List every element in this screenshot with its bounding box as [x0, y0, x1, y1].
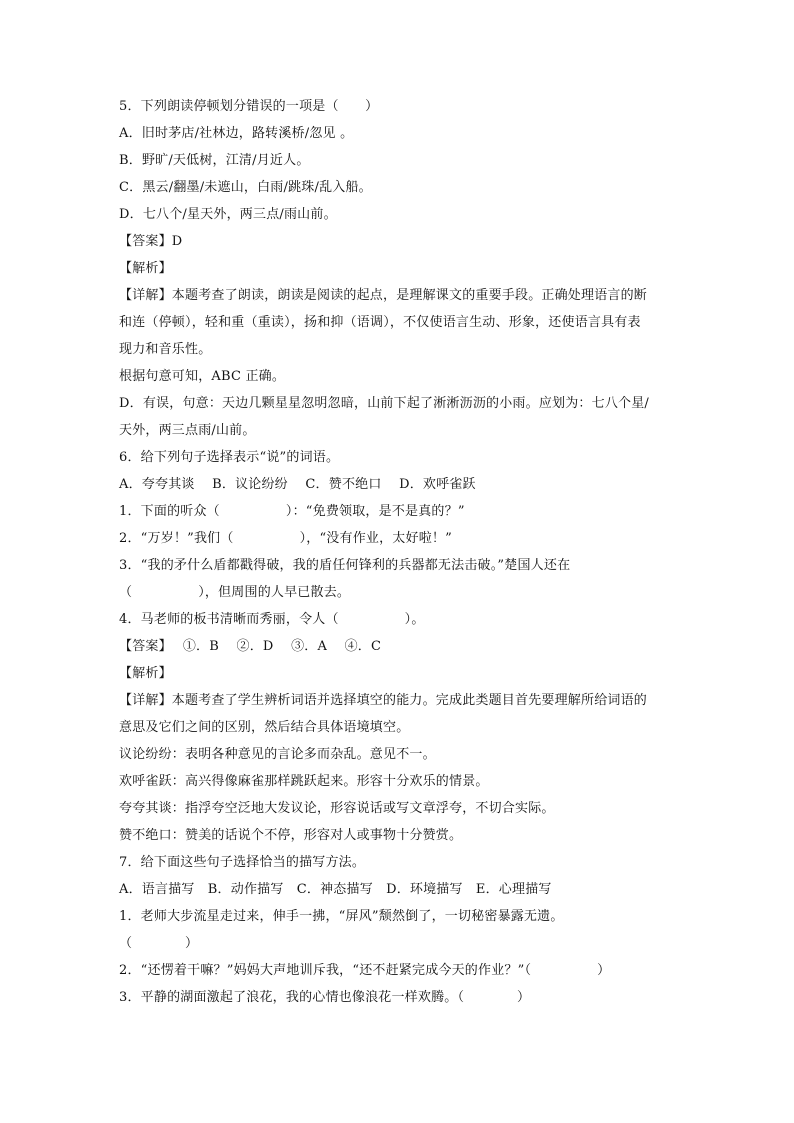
question-6-item-2: 2．“万岁！”我们（ ），“没有作业，太好啦！”	[119, 531, 452, 546]
question-6-definition: 夸夸其谈：指浮夸空泛地大发议论，形容说话或写文章浮夸，不切合实际。	[119, 801, 555, 816]
question-5-stem: 5．下列朗读停顿划分错误的一项是（ ）	[119, 99, 379, 114]
question-6-explanation-line: 【详解】本题考查了学生辨析词语并选择填空的能力。完成此类题目首先要理解所给词语的	[119, 693, 648, 708]
question-5-analysis-heading: 【解析】	[119, 261, 172, 276]
question-6-options: A．夸夸其谈 B．议论纷纷 C．赞不绝口 D．欢呼雀跃	[119, 477, 476, 492]
question-5-option-a: A．旧时茅店/社林边，路转溪桥/忽见 。	[119, 126, 354, 141]
question-5-explanation-line: D．有误，句意：天边几颗星星忽明忽暗，山前下起了淅淅沥沥的小雨。应划为：七八个星/	[119, 396, 650, 411]
question-7-item-1: 1．老师大步流星走过来，伸手一拂，“屏风”颓然倒了，一切秘密暴露无遗。	[119, 909, 564, 924]
question-5-explanation-line: 天外，两三点雨/山前。	[119, 423, 256, 438]
question-5-answer: 【答案】D	[119, 234, 183, 249]
question-5-explanation-line: 【详解】本题考查了朗读，朗读是阅读的起点，是理解课文的重要手段。正确处理语言的断	[119, 288, 648, 303]
question-7-item-2: 2．“还愣着干嘛？”妈妈大声地训斥我，“还不赶紧完成今天的作业？”（ ）	[119, 963, 611, 978]
question-5-option-c: C．黑云/翻墨/未遮山，白雨/跳珠/乱入船。	[119, 180, 372, 195]
question-6-item-3: 3．“我的矛什么盾都戳得破，我的盾任何锋利的兵器都无法击破。”楚国人还在	[119, 558, 571, 573]
question-6-explanation-line: 意思及它们之间的区别，然后结合具体语境填空。	[119, 720, 410, 735]
question-5-option-b: B．野旷/天低树，江清/月近人。	[119, 153, 310, 168]
question-6-item-1: 1．下面的听众（ ）：“免费领取，是不是真的？”	[119, 504, 465, 519]
question-6-answer: 【答案】 ①．B ②．D ③．A ④．C	[119, 639, 382, 654]
question-5-explanation-line: 现力和音乐性。	[119, 342, 212, 357]
question-7-item-3: 3．平静的湖面激起了浪花，我的心情也像浪花一样欢腾。（ ）	[119, 990, 531, 1005]
question-6-definition: 欢呼雀跃：高兴得像麻雀那样跳跃起来。形容十分欢乐的情景。	[119, 774, 489, 789]
question-6-item-3-continued: （ ），但周围的人早已散去。	[119, 585, 351, 600]
question-7-item-1-blank: （ ）	[119, 936, 199, 951]
question-6-item-4: 4．马老师的板书清晰而秀丽，令人（ ）。	[119, 612, 425, 627]
question-6-analysis-heading: 【解析】	[119, 666, 172, 681]
question-5-option-d: D．七八个/星天外，两三点/雨山前。	[119, 207, 337, 222]
question-7-options: A．语言描写 B．动作描写 C．神态描写 D．环境描写 E．心理描写	[119, 882, 552, 897]
question-6-definition: 议论纷纷：表明各种意见的言论多而杂乱。意见不一。	[119, 747, 436, 762]
question-5-explanation-line: 和连（停顿），轻和重（重读），扬和抑（语调），不仅使语言生动、形象，还使语言具有表	[119, 315, 641, 330]
question-5-explanation-line: 根据句意可知，ABC 正确。	[119, 369, 286, 384]
question-7-stem: 7．给下面这些句子选择恰当的描写方法。	[119, 855, 366, 870]
document-body	[119, 93, 689, 1011]
question-6-definition: 赞不绝口：赞美的话说个不停，形容对人或事物十分赞赏。	[119, 828, 463, 843]
question-6-stem: 6．给下列句子选择表示“说”的词语。	[119, 450, 340, 465]
